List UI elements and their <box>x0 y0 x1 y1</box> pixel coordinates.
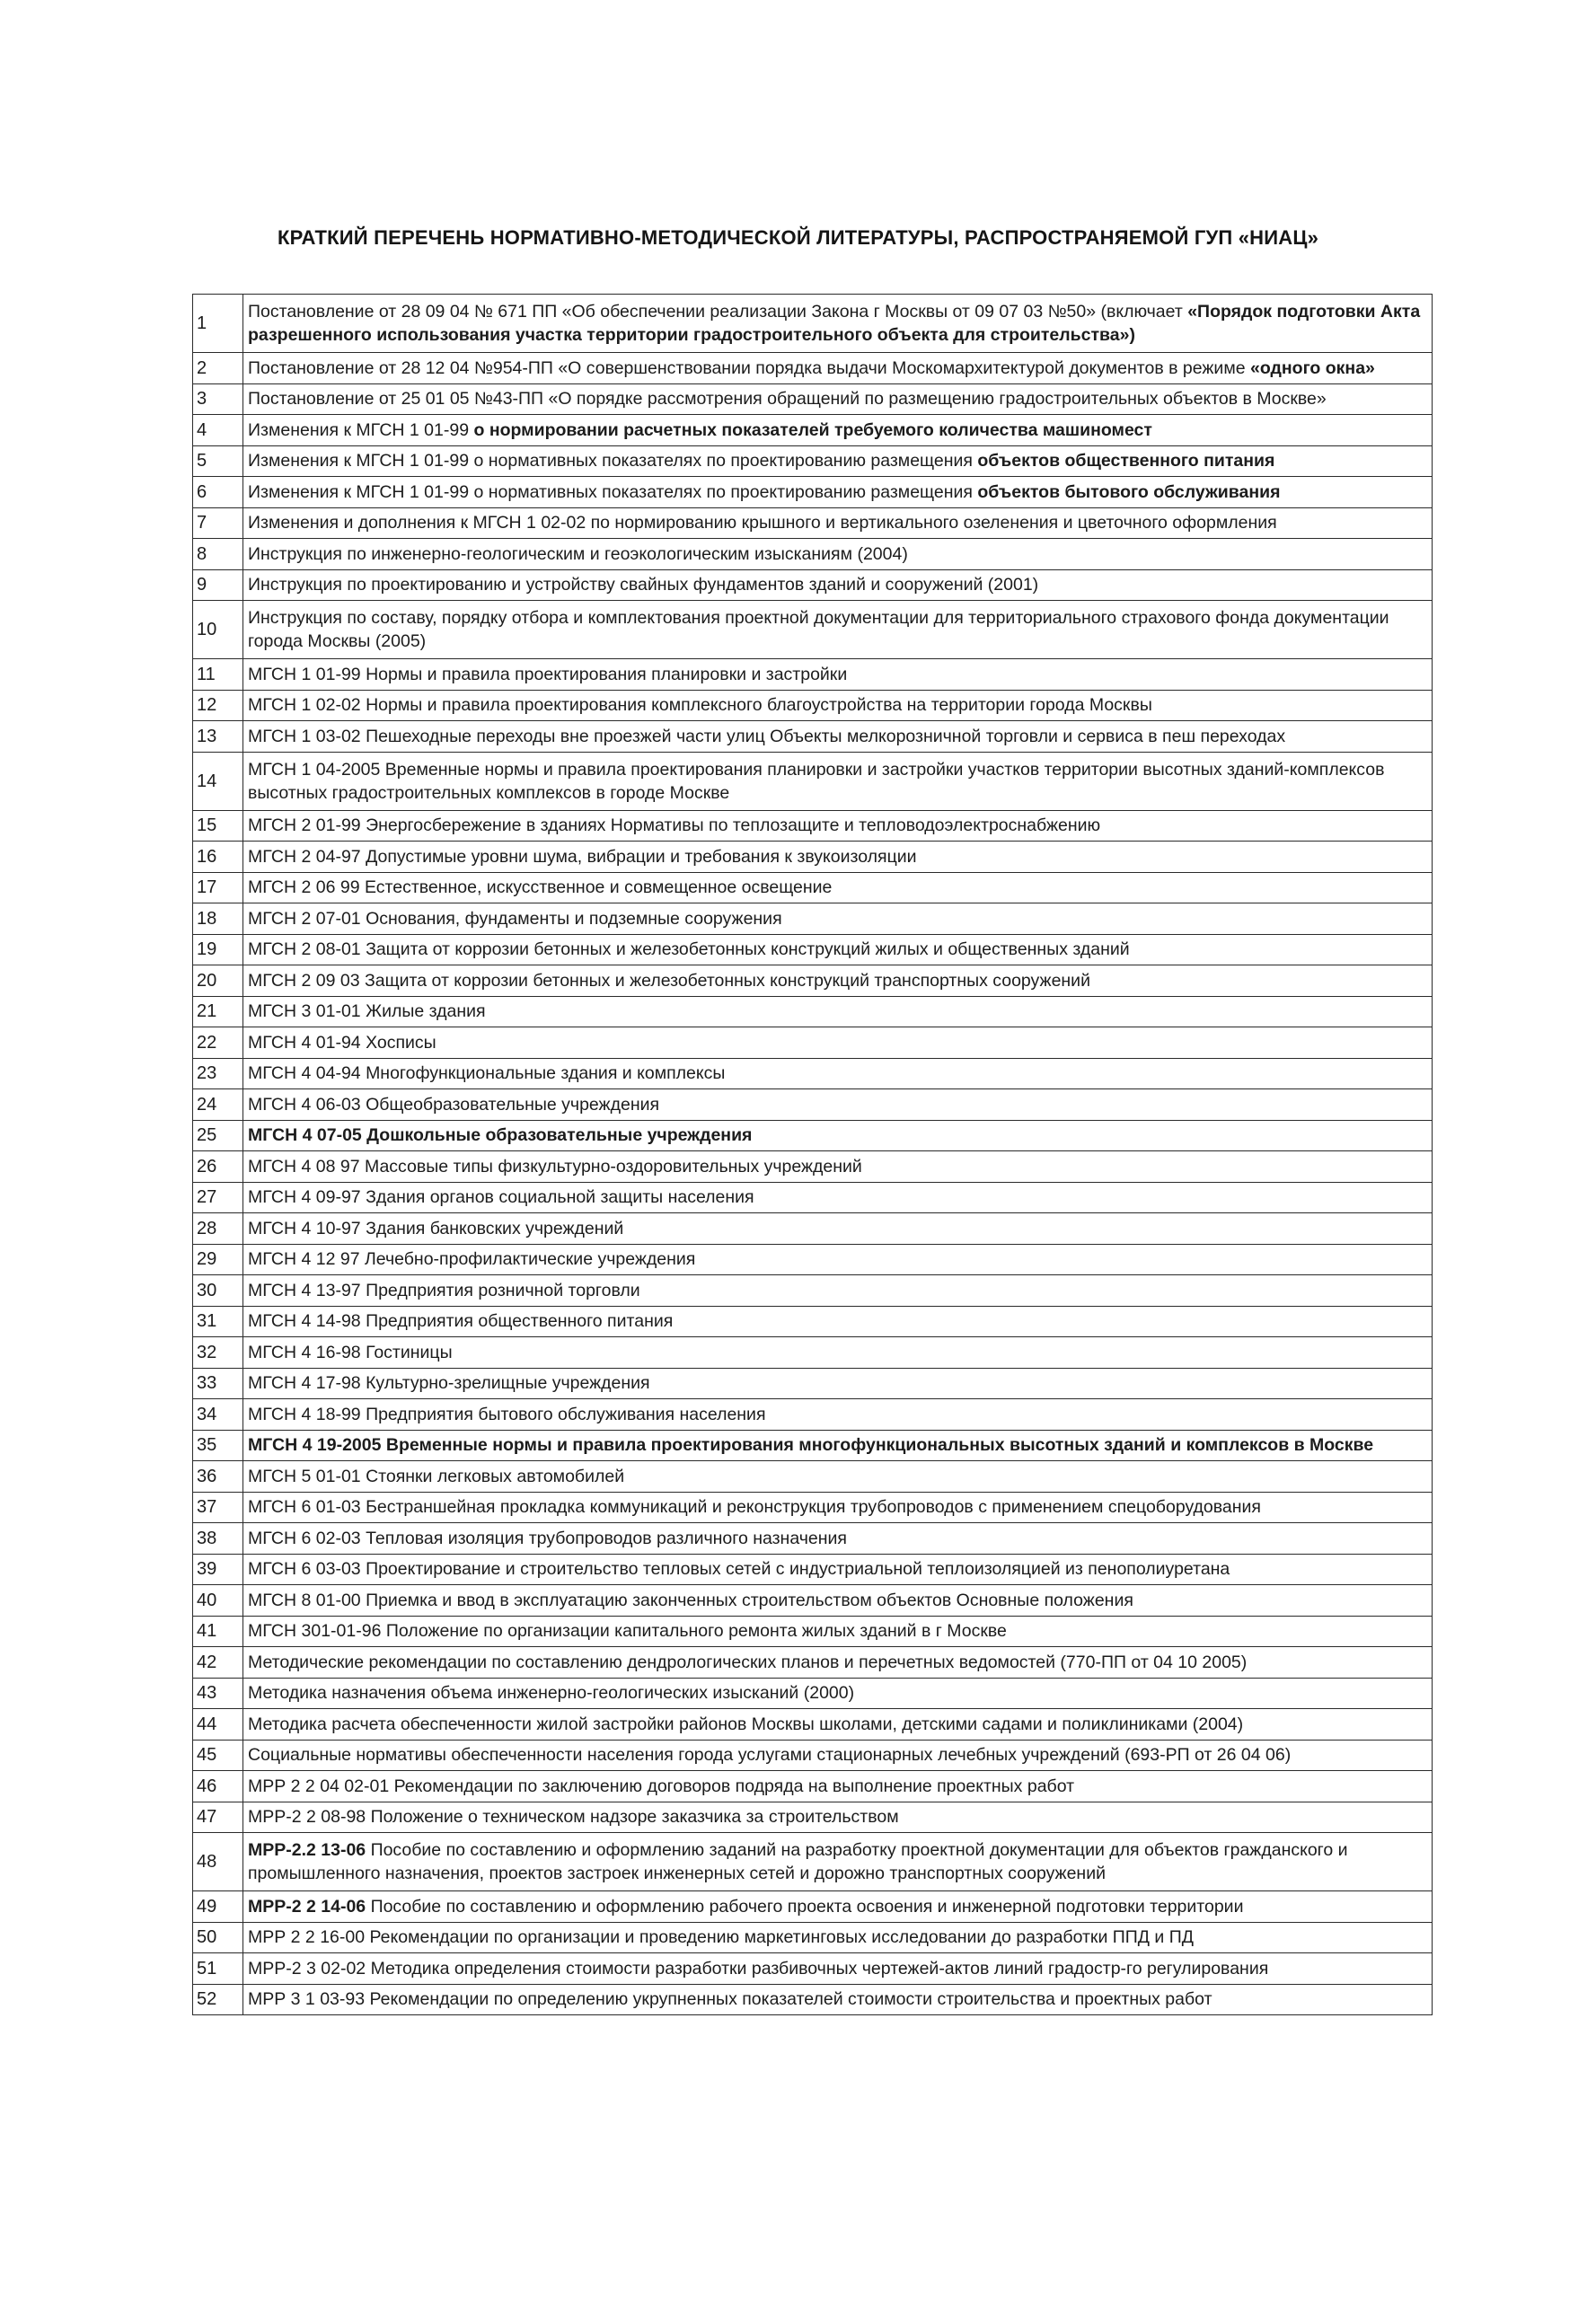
row-title-text: Постановление от 28 12 04 №954-ПП «О совершенствовании порядка выдачи Москомархитектурой документов в режиме <box>248 357 1250 378</box>
row-title <box>243 1058 1433 1089</box>
row-title <box>243 539 1433 570</box>
row-number: 18 <box>193 903 243 935</box>
row-title-text: Методика расчета обеспеченности жилой застройки районов Москвы школами, детскими садами и поликлиниками (2004) <box>248 1714 1244 1734</box>
row-number: 22 <box>193 1027 243 1059</box>
table-row <box>193 383 1433 415</box>
row-number: 36 <box>193 1461 243 1493</box>
row-number: 19 <box>193 934 243 965</box>
row-title <box>243 1678 1433 1709</box>
row-title <box>243 1891 1433 1923</box>
row-number: 28 <box>193 1213 243 1245</box>
row-number: 9 <box>193 569 243 601</box>
row-title <box>243 690 1433 721</box>
row-title <box>243 1275 1433 1307</box>
row-number: 2 <box>193 353 243 384</box>
row-title-text: МГСН 1 03-02 Пешеходные переходы вне проезжей части улиц Объекты мелкорозничной торговли и сервиса в пеш переходах <box>248 726 1286 746</box>
row-title <box>243 1337 1433 1369</box>
table-row <box>193 477 1433 508</box>
row-title <box>243 295 1433 353</box>
row-number: 24 <box>193 1089 243 1121</box>
row-title-text: Изменения к МГСН 1 01-99 <box>248 419 474 440</box>
row-title-text: МГСН 4 10-97 Здания банковских учреждений <box>248 1218 624 1238</box>
row-title-bold-text: «Порядок подготовки Акта разрешенного использования участка территории градостроительного объекта для строительства») <box>248 302 1421 345</box>
row-number: 42 <box>193 1647 243 1679</box>
row-title <box>243 1709 1433 1741</box>
row-title <box>243 415 1433 446</box>
row-number: 43 <box>193 1678 243 1709</box>
table-row <box>193 659 1433 691</box>
row-title-text: МРР 2 2 16-00 Рекомендации по организации и проведению маркетинговых исследовании до разработки ППД и ПД <box>248 1927 1194 1948</box>
row-title-text: МГСН 4 18-99 Предприятия бытового обслуживания населения <box>248 1404 766 1424</box>
row-title <box>243 1368 1433 1399</box>
table-row <box>193 1492 1433 1523</box>
row-number: 31 <box>193 1306 243 1337</box>
table-row <box>193 690 1433 721</box>
row-title <box>243 601 1433 659</box>
row-title-text: МРР 2 2 04 02-01 Рекомендации по заключению договоров подряда на выполнение проектных работ <box>248 1776 1075 1796</box>
row-number: 27 <box>193 1182 243 1213</box>
row-number: 5 <box>193 445 243 477</box>
row-title-text: Изменения и дополнения к МГСН 1 02-02 по нормированию крышного и вертикального озеленения и цветочного оформления <box>248 513 1277 533</box>
row-number: 1 <box>193 295 243 353</box>
row-number: 39 <box>193 1554 243 1585</box>
row-number: 50 <box>193 1922 243 1953</box>
row-number: 23 <box>193 1058 243 1089</box>
table-row <box>193 1585 1433 1617</box>
row-title-bold-text: МРР-2 2 14-06 <box>248 1896 366 1917</box>
row-title <box>243 842 1433 873</box>
row-title <box>243 965 1433 997</box>
row-number: 47 <box>193 1802 243 1833</box>
table-row <box>193 1120 1433 1151</box>
row-title <box>243 810 1433 842</box>
row-title <box>243 1306 1433 1337</box>
table-row <box>193 445 1433 477</box>
row-title <box>243 1213 1433 1245</box>
row-number: 16 <box>193 842 243 873</box>
row-number: 37 <box>193 1492 243 1523</box>
row-title-text: МРР-2 3 02-02 Методика определения стоимости разработки разбивочных чертежей-актов линий градостр-го регулирования <box>248 1958 1269 1979</box>
row-title <box>243 383 1433 415</box>
row-number: 14 <box>193 752 243 810</box>
table-row <box>193 539 1433 570</box>
row-title-text: Изменения к МГСН 1 01-99 о нормативных показателях по проектированию размещения <box>248 451 978 471</box>
table-row <box>193 1891 1433 1923</box>
table-row <box>193 415 1433 446</box>
row-title-text: Инструкция по инженерно-геологическим и геоэкологическим изысканиям (2004) <box>248 543 908 564</box>
row-title-text: МГСН 6 01-03 Бестраншейная прокладка коммуникаций и реконструкция трубопроводов с применением спецоборудования <box>248 1497 1261 1518</box>
table-row <box>193 842 1433 873</box>
row-title <box>243 1399 1433 1431</box>
table-row <box>193 1151 1433 1183</box>
row-title-text: Постановление от 25 01 05 №43-ПП «О порядке рассмотрения обращений по размещению градостроительных объектов в Москве» <box>248 389 1327 410</box>
row-title-bold-text: объектов общественного питания <box>977 451 1275 471</box>
row-title <box>243 1833 1433 1891</box>
row-title <box>243 1740 1433 1771</box>
row-number: 38 <box>193 1523 243 1555</box>
row-title-text: Социальные нормативы обеспеченности населения города услугами стационарных лечебных учреждений (693-РП от 26 04 06) <box>248 1745 1292 1766</box>
row-title-bold-text: МГСН 4 07-05 Дошкольные образовательные учреждения <box>248 1125 753 1146</box>
row-title-bold-text: «одного окна» <box>1250 357 1375 378</box>
row-number: 11 <box>193 659 243 691</box>
row-title <box>243 903 1433 935</box>
row-number: 29 <box>193 1244 243 1275</box>
table-row <box>193 1709 1433 1741</box>
literature-table <box>192 294 1433 2015</box>
table-row <box>193 1089 1433 1121</box>
row-number: 15 <box>193 810 243 842</box>
table-row <box>193 1182 1433 1213</box>
row-title-text: МГСН 2 08-01 Защита от коррозии бетонных и железобетонных конструкций жилых и общественных зданий <box>248 939 1130 960</box>
row-title-text: МГСН 5 01-01 Стоянки легковых автомобилей <box>248 1466 625 1486</box>
table-row <box>193 752 1433 810</box>
row-number: 49 <box>193 1891 243 1923</box>
row-title-text: МГСН 3 01-01 Жилые здания <box>248 1001 486 1022</box>
row-title <box>243 1771 1433 1802</box>
row-title-text: МГСН 4 16-98 Гостиницы <box>248 1342 453 1362</box>
row-number: 32 <box>193 1337 243 1369</box>
table-row <box>193 1922 1433 1953</box>
row-title-text: МГСН 4 04-94 Многофункциональные здания и комплексы <box>248 1063 726 1084</box>
table-row <box>193 353 1433 384</box>
row-title-text: Инструкция по составу, порядку отбора и комплектования проектной документации для территориального страхового фонда документации города Москвы (2005) <box>248 608 1389 651</box>
row-title-text: МГСН 4 17-98 Культурно-зрелищные учреждения <box>248 1373 650 1394</box>
row-title-text: МРР-2 2 08-98 Положение о техническом надзоре заказчика за строительством <box>248 1807 899 1828</box>
row-title <box>243 353 1433 384</box>
row-number: 33 <box>193 1368 243 1399</box>
row-number: 6 <box>193 477 243 508</box>
table-row <box>193 1554 1433 1585</box>
row-number: 12 <box>193 690 243 721</box>
row-title <box>243 1027 1433 1059</box>
row-title-bold-text: о нормировании расчетных показателей требуемого количества машиномест <box>473 419 1152 440</box>
row-number: 17 <box>193 872 243 903</box>
row-title-text: Изменения к МГСН 1 01-99 о нормативных показателях по проектированию размещения <box>248 481 978 502</box>
row-title-tail-text: Пособие по составлению и оформлению заданий на разработку проектной документации для объектов гражданского и промышленного назначения, проектов застроек инженерных сетей и дорожно транспортных сооружений <box>248 1840 1348 1883</box>
row-title-text: МГСН 8 01-00 Приемка и ввод в эксплуатацию законченных строительством объектов Основные положения <box>248 1590 1133 1610</box>
row-title <box>243 1461 1433 1493</box>
row-title-text: МГСН 4 12 97 Лечебно-профилактические учреждения <box>248 1249 696 1270</box>
row-title <box>243 569 1433 601</box>
row-title <box>243 1802 1433 1833</box>
row-number: 51 <box>193 1953 243 1985</box>
table-row <box>193 1306 1433 1337</box>
table-row <box>193 1953 1433 1985</box>
row-number: 44 <box>193 1709 243 1741</box>
row-title-text: МГСН 4 09-97 Здания органов социальной защиты населения <box>248 1187 754 1208</box>
table-row <box>193 903 1433 935</box>
row-number: 4 <box>193 415 243 446</box>
row-number: 8 <box>193 539 243 570</box>
table-row <box>193 1058 1433 1089</box>
table-row <box>193 1337 1433 1369</box>
row-title <box>243 1984 1433 2015</box>
row-title <box>243 1585 1433 1617</box>
row-number: 41 <box>193 1616 243 1647</box>
row-title <box>243 1647 1433 1679</box>
row-number: 10 <box>193 601 243 659</box>
row-title <box>243 1523 1433 1555</box>
table-row <box>193 1244 1433 1275</box>
row-title-text: МГСН 1 04-2005 Временные нормы и правила проектирования планировки и застройки участков территории высотных зданий-комплексов высотных градостроительных комплексов в городе Москве <box>248 759 1385 803</box>
row-title-text: МГСН 4 01-94 Хосписы <box>248 1032 436 1053</box>
row-title-tail-text: Пособие по составлению и оформлению рабочего проекта освоения и инженерной подготовки территории <box>366 1896 1244 1917</box>
row-title-text: Постановление от 28 09 04 № 671 ПП «Об обеспечении реализации Закона г Москвы от 09 07 03 №50» (включает <box>248 302 1188 322</box>
row-number: 7 <box>193 507 243 539</box>
row-number: 21 <box>193 996 243 1027</box>
row-title-text: МГСН 6 03-03 Проектирование и строительство тепловых сетей с индустриальной теплоизоляцией из пенополиуретана <box>248 1559 1230 1580</box>
row-title-text: МГСН 1 01-99 Нормы и правила проектирования планировки и застройки <box>248 664 848 684</box>
row-title-text: МГСН 2 07-01 Основания, фундаменты и подземные сооружения <box>248 908 782 929</box>
table-row <box>193 721 1433 753</box>
row-number: 30 <box>193 1275 243 1307</box>
table-row <box>193 965 1433 997</box>
row-title-text: МГСН 4 06-03 Общеобразовательные учреждения <box>248 1094 660 1115</box>
row-number: 25 <box>193 1120 243 1151</box>
row-title-text: МГСН 6 02-03 Тепловая изоляция трубопроводов различного назначения <box>248 1528 847 1548</box>
row-title <box>243 1089 1433 1121</box>
table-row <box>193 569 1433 601</box>
table-row <box>193 601 1433 659</box>
row-number: 35 <box>193 1430 243 1461</box>
table-row <box>193 1027 1433 1059</box>
table-row <box>193 1833 1433 1891</box>
table-row <box>193 810 1433 842</box>
table-row <box>193 1616 1433 1647</box>
document-title: КРАТКИЙ ПЕРЕЧЕНЬ НОРМАТИВНО-МЕТОДИЧЕСКОЙ ЛИТЕРАТУРЫ, РАСПРОСТРАНЯЕМОЙ ГУП «НИАЦ» <box>277 226 1319 249</box>
row-title-text: МГСН 301-01-96 Положение по организации капитального ремонта жилых зданий в г Москве <box>248 1621 1007 1642</box>
table-row <box>193 1523 1433 1555</box>
row-number: 40 <box>193 1585 243 1617</box>
table-row <box>193 1802 1433 1833</box>
row-number: 20 <box>193 965 243 997</box>
row-title <box>243 1430 1433 1461</box>
table-row <box>193 1399 1433 1431</box>
row-title <box>243 996 1433 1027</box>
row-title <box>243 1616 1433 1647</box>
row-title <box>243 1151 1433 1183</box>
row-title <box>243 477 1433 508</box>
row-title <box>243 1182 1433 1213</box>
row-title <box>243 934 1433 965</box>
row-title <box>243 1953 1433 1985</box>
row-title-text: Методические рекомендации по составлению дендрологических планов и перечетных ведомостей (770-ПП от 04 10 2005) <box>248 1652 1248 1672</box>
table-row <box>193 1647 1433 1679</box>
row-title-text: МГСН 4 14-98 Предприятия общественного питания <box>248 1311 674 1332</box>
row-title-text: Методика назначения объема инженерно-геологических изысканий (2000) <box>248 1683 855 1704</box>
row-title-text: МГСН 2 01-99 Энергосбережение в зданиях Нормативы по теплозащите и тепловодоэлектроснабжению <box>248 815 1101 836</box>
row-title <box>243 659 1433 691</box>
row-title <box>243 1244 1433 1275</box>
row-number: 46 <box>193 1771 243 1802</box>
table-row <box>193 1740 1433 1771</box>
row-title <box>243 507 1433 539</box>
row-title-text: МГСН 2 04-97 Допустимые уровни шума, вибрации и требования к звукоизоляции <box>248 846 917 867</box>
table-row <box>193 1771 1433 1802</box>
row-title-text: МГСН 4 13-97 Предприятия розничной торговли <box>248 1280 640 1300</box>
table-row <box>193 1461 1433 1493</box>
table-row <box>193 1678 1433 1709</box>
table-row <box>193 295 1433 353</box>
table-row <box>193 934 1433 965</box>
row-title-bold-text: МГСН 4 19-2005 Временные нормы и правила проектирования многофункциональных высотных зданий и комплексов в Москве <box>248 1435 1374 1456</box>
row-title <box>243 721 1433 753</box>
row-number: 3 <box>193 383 243 415</box>
row-title-text: МГСН 2 06 99 Естественное, искусственное и совмещенное освещение <box>248 877 833 898</box>
row-title <box>243 1492 1433 1523</box>
row-number: 26 <box>193 1151 243 1183</box>
table-row <box>193 1275 1433 1307</box>
table-row <box>193 872 1433 903</box>
row-number: 52 <box>193 1984 243 2015</box>
row-title-text: МРР 3 1 03-93 Рекомендации по определению укрупненных показателей стоимости строительства и проектных работ <box>248 1989 1212 2010</box>
table-row <box>193 1430 1433 1461</box>
row-title-text: МГСН 1 02-02 Нормы и правила проектирования комплексного благоустройства на территории города Москвы <box>248 695 1152 716</box>
row-number: 34 <box>193 1399 243 1431</box>
row-title-text: Инструкция по проектированию и устройству свайных фундаментов зданий и сооружений (2001) <box>248 575 1039 595</box>
row-title-bold-text: объектов бытового обслуживания <box>977 481 1281 502</box>
table-row <box>193 1984 1433 2015</box>
row-number: 13 <box>193 721 243 753</box>
row-number: 48 <box>193 1833 243 1891</box>
row-title-bold-text: МРР-2.2 13-06 <box>248 1840 366 1860</box>
row-title <box>243 752 1433 810</box>
table-row <box>193 507 1433 539</box>
table-row <box>193 1213 1433 1245</box>
table-row <box>193 1368 1433 1399</box>
row-title <box>243 1922 1433 1953</box>
row-title-text: МГСН 2 09 03 Защита от коррозии бетонных и железобетонных конструкций транспортных сооружений <box>248 970 1090 991</box>
row-title <box>243 872 1433 903</box>
row-title <box>243 1554 1433 1585</box>
table-row <box>193 996 1433 1027</box>
row-title-text: МГСН 4 08 97 Массовые типы физкультурно-оздоровительных учреждений <box>248 1156 862 1177</box>
row-title <box>243 445 1433 477</box>
row-title <box>243 1120 1433 1151</box>
literature-table-body <box>193 295 1433 2015</box>
row-number: 45 <box>193 1740 243 1771</box>
